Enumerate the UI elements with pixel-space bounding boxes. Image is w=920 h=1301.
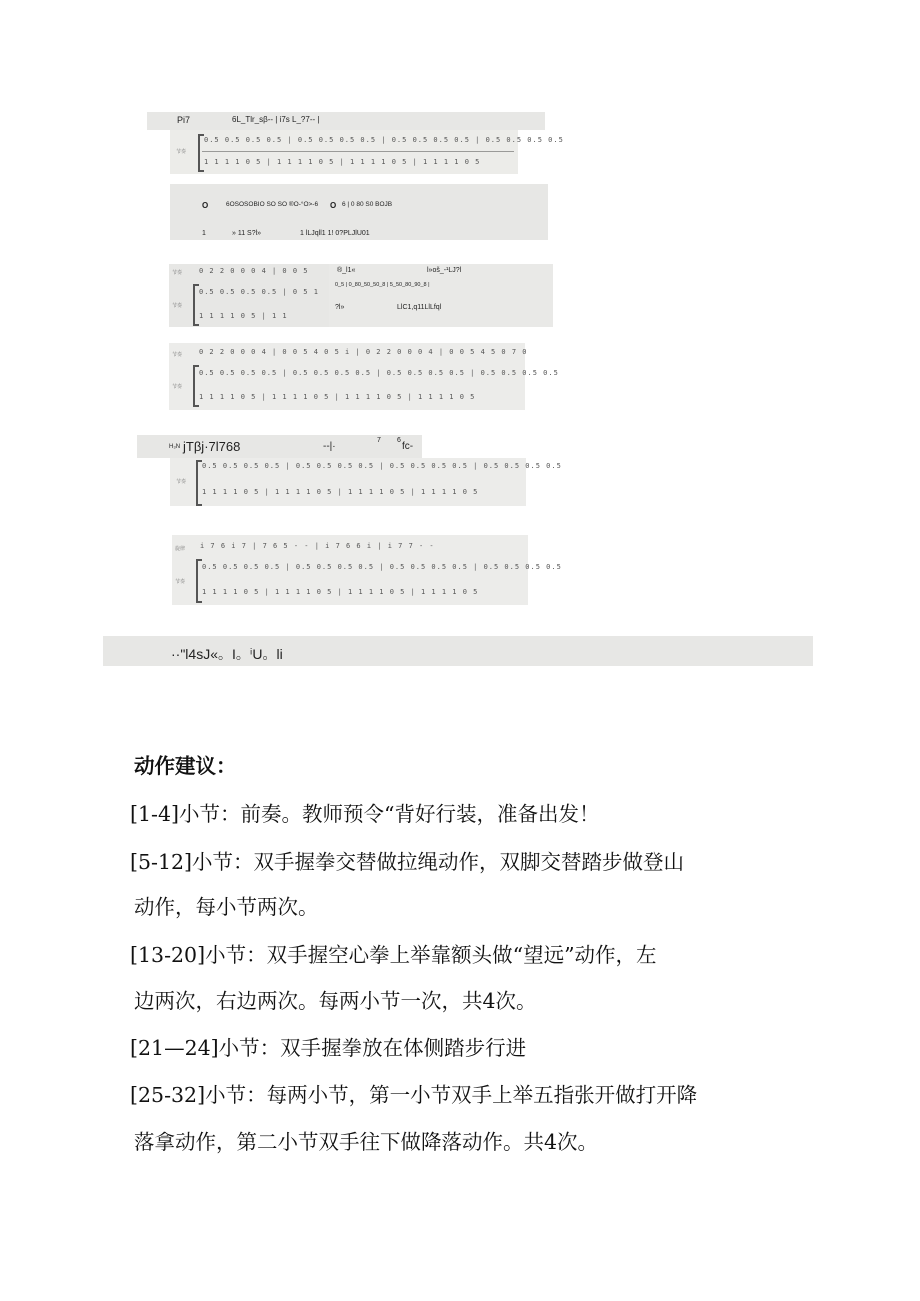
suggestion-line: [5-12]小节：双手握拳交替做拉绳动作，双脚交替踏步做登山	[130, 850, 685, 874]
row-label: 节奏	[172, 384, 183, 390]
strip3-e: LlC1,q11LlLfql	[397, 304, 442, 311]
strip2-o1: O	[202, 201, 209, 210]
row-label: 节奏	[172, 303, 183, 309]
strip1-pi-label: Pi7	[177, 115, 191, 125]
staff-row1-notes: 0 2 2 0 0 0 4 | 0 0 5 4 0 5 i | 0 2 2 0 0 0 4 | 0 0 5 4 5 0 7 0	[199, 348, 528, 356]
row-label: 旋律	[175, 546, 186, 552]
strip5-tail: fc-	[402, 441, 414, 452]
suggestion-line: 边两次，右边两次。每两小节一次，共4次。	[134, 989, 537, 1013]
strip3-a: ®_l1«	[337, 267, 356, 274]
suggestion-line: [13-20]小节：双手握空心拳上举靠额头做“望远”动作，左	[130, 943, 657, 967]
staff-row3-notes: 1 1 1 1 0 5 | 1 1 1 1 0 5 | 1 1 1 1 0 5 | 1 1 1 1 0 5	[202, 588, 479, 596]
staff-row2-notes: 0.5 0.5 0.5 0.5 | 0.5 0.5 0.5 0.5 | 0.5 0.5 0.5 0.5 | 0.5 0.5 0.5 0.5	[202, 563, 562, 571]
suggestion-line: [21—24]小节：双手握拳放在体侧踏步行进	[130, 1036, 527, 1060]
strip5-title: jTβj·7l768	[183, 439, 241, 454]
row-label: 节奏	[175, 579, 186, 585]
score-staff-1	[170, 130, 564, 174]
strip7-text: ··"l4sJ«。I。ⁱU。li	[171, 646, 283, 662]
score-strip-4	[169, 343, 559, 410]
strip2-line2-a: 1	[202, 230, 206, 237]
strip2-line2-b: » 11 S?l»	[232, 230, 262, 237]
score-strip-5	[137, 435, 422, 458]
staff-row1-notes: i 7 6 i 7 | 7 6 5 - - | i 7 6 6 i | i 7 7 - -	[200, 542, 435, 550]
suggestions-heading: 动作建议：	[134, 754, 237, 778]
strip2-line1-b: 6 | 0 80 S0 BOJB	[342, 201, 393, 208]
staff-row1-notes: 0.5 0.5 0.5 0.5 | 0.5 0.5 0.5 0.5 | 0.5 0.5 0.5 0.5 | 0.5 0.5 0.5 0.5	[202, 462, 562, 470]
strip5-mid: --|·	[323, 441, 336, 452]
row-label: 节奏	[172, 270, 183, 276]
row-label: 节奏	[172, 352, 183, 358]
row-label: 节奏	[176, 479, 187, 485]
suggestion-line: 动作，每小节两次。	[134, 895, 319, 919]
strip2-line1-a: 6OSOSOBIO SO SO ®O-°O>-6	[226, 201, 319, 208]
staff-row2-notes: 0.5 0.5 0.5 0.5 | 0 5 1	[199, 288, 319, 296]
score-strip-1	[147, 112, 545, 130]
strip2-o2: O	[330, 201, 337, 210]
score-strip-3	[169, 264, 553, 327]
strip3-d: ?l»	[335, 304, 345, 311]
suggestion-line: [1-4]小节：前奏。教师预令“背好行装，准备出发！	[130, 802, 600, 826]
staff-line	[202, 151, 514, 152]
staff-row2-notes: 0.5 0.5 0.5 0.5 | 0.5 0.5 0.5 0.5 | 0.5 0.5 0.5 0.5 | 0.5 0.5 0.5 0.5	[199, 369, 559, 377]
staff-top-notes: 0.5 0.5 0.5 0.5 | 0.5 0.5 0.5 0.5 | 0.5 0.5 0.5 0.5 | 0.5 0.5 0.5 0.5	[204, 136, 564, 144]
row-label: 节奏	[176, 149, 187, 155]
suggestion-line: [25-32]小节：每两小节，第一小节双手上举五指张开做打开降	[130, 1083, 698, 1107]
strip5-sup7: 7	[377, 437, 381, 444]
score-staff-5	[170, 458, 562, 506]
staff-row2-notes: 1 1 1 1 0 5 | 1 1 1 1 0 5 | 1 1 1 1 0 5 | 1 1 1 1 0 5	[202, 488, 479, 496]
strip3-b: l»oš_-¹LJ?l	[427, 267, 462, 274]
staff-row1-notes: 0 2 2 0 0 0 4 | 0 0 5	[199, 267, 309, 275]
score-strip-6	[172, 535, 562, 605]
strip5-prefix: H₃N	[169, 444, 181, 450]
suggestion-line: 落拿动作，第二小节双手往下做降落动作。共4次。	[134, 1130, 599, 1154]
staff-row3-notes: 1 1 1 1 0 5 | 1 1	[199, 312, 288, 320]
strip1-mid-label: 6L_Tlr_sβ-- | i7s L_?7-- |	[232, 115, 320, 124]
strip5-sup6: 6	[397, 437, 401, 444]
strip2-line2-c: 1 lLJqll1 1! 0?PLJlU01	[300, 230, 370, 237]
score-strip-7	[103, 636, 813, 666]
strip3-c: 0_5 | 0_80_50_50_8 | 5_50_80_90_8 |	[335, 282, 430, 288]
staff-bottom-notes: 1 1 1 1 0 5 | 1 1 1 1 0 5 | 1 1 1 1 0 5 | 1 1 1 1 0 5	[204, 158, 481, 166]
score-strip-2	[170, 184, 548, 240]
staff-row3-notes: 1 1 1 1 0 5 | 1 1 1 1 0 5 | 1 1 1 1 0 5 | 1 1 1 1 0 5	[199, 393, 476, 401]
